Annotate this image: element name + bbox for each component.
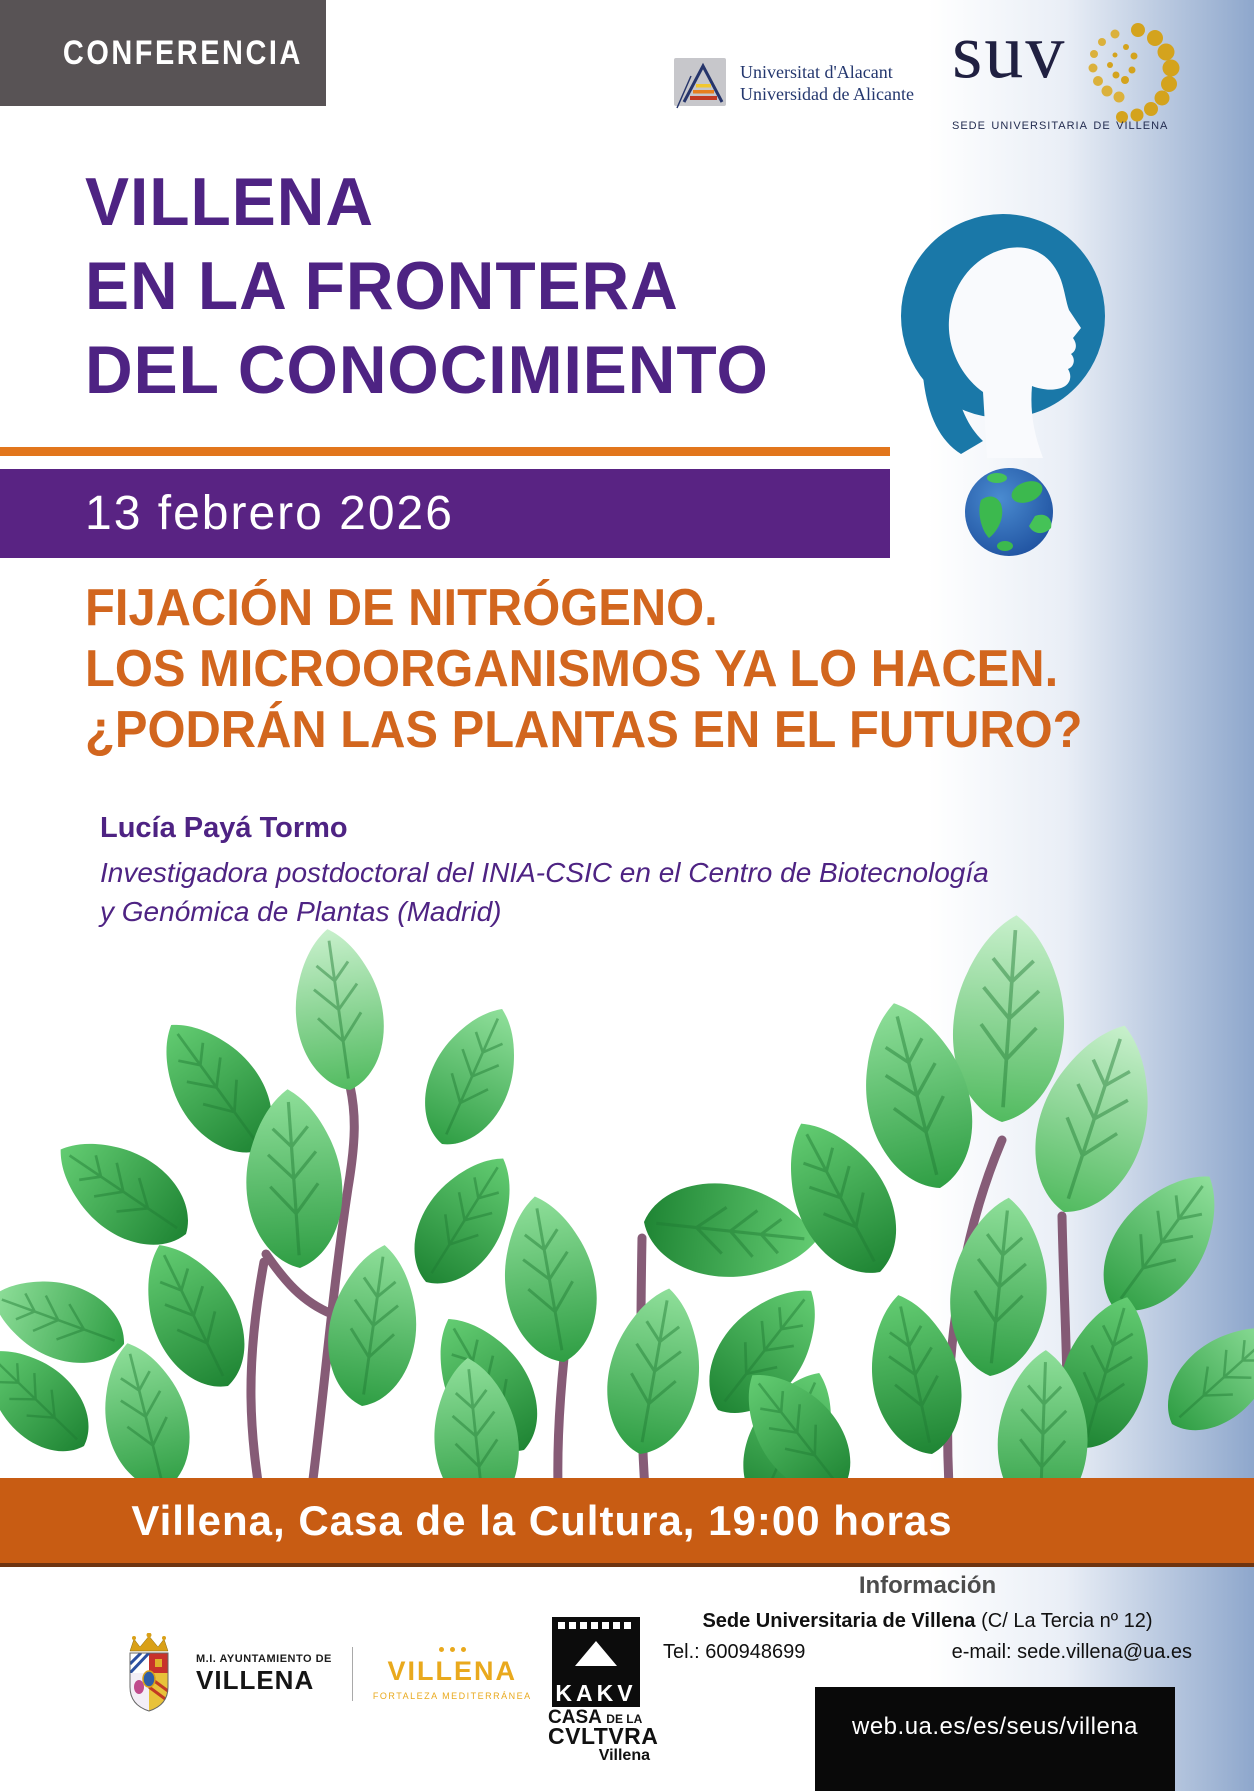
event-type-label: CONFERENCIA xyxy=(62,34,303,72)
orange-divider xyxy=(0,447,890,456)
house-roof-icon xyxy=(575,1641,617,1666)
title-line-1: VILLENA xyxy=(85,164,374,240)
speaker-name: Lucía Payá Tormo xyxy=(100,812,348,844)
talk-title-line-2: LOS MICROORGANISMOS YA LO HACEN. xyxy=(85,640,1059,698)
film-strip-icon xyxy=(552,1617,640,1629)
footer-logos xyxy=(122,1630,532,1718)
speaker-role-line-2: y Genómica de Plantas (Madrid) xyxy=(100,896,502,927)
event-type-banner xyxy=(0,0,326,106)
villena-coat-of-arms-icon xyxy=(122,1633,176,1715)
ayuntamiento-line-1: M.I. AYUNTAMIENTO DE xyxy=(196,1652,332,1665)
suv-logo xyxy=(948,7,1254,142)
universidad-alicante-logo xyxy=(672,56,914,110)
kakv-villena: Villena xyxy=(598,1747,650,1764)
info-venue-name: Sede Universitaria de Villena xyxy=(702,1610,976,1632)
suv-acronym: suv xyxy=(952,7,1067,94)
kakv-casa: CASA xyxy=(548,1707,602,1728)
villena-brand-name: VILLENA xyxy=(387,1656,518,1686)
logo-divider xyxy=(352,1647,353,1701)
info-venue-address: (C/ La Tercia nº 12) xyxy=(975,1610,1153,1632)
event-date: 13 febrero 2026 xyxy=(85,487,454,540)
ua-logo-text xyxy=(740,61,914,105)
info-email: e-mail: sede.villena@ua.es xyxy=(951,1641,1192,1663)
web-url-box xyxy=(815,1687,1175,1791)
globe-icon xyxy=(965,468,1053,556)
suv-dot-spiral-icon xyxy=(1060,20,1210,124)
info-block xyxy=(655,1572,1200,1664)
kakv-cvltvra: CVLTVRA xyxy=(548,1723,659,1749)
kakv-logo xyxy=(552,1617,640,1707)
info-contact-row xyxy=(655,1641,1200,1664)
ua-name-spanish: Universidad de Alicante xyxy=(740,84,914,104)
question-mark-head-icon xyxy=(885,200,1135,565)
poster-title xyxy=(85,160,861,412)
villena-brand-tagline: FORTALEZA MEDITERRÁNEA xyxy=(372,1691,532,1701)
ayuntamiento-line-2: VILLENA xyxy=(196,1664,315,1695)
ua-name-catalan: Universitat d'Alacant xyxy=(740,62,893,82)
title-line-3: DEL CONOCIMIENTO xyxy=(85,332,769,408)
speaker-role-line-1: Investigadora postdoctoral del INIA-CSIC en el Centro de Biotecnología xyxy=(100,857,989,888)
title-line-2: EN LA FRONTERA xyxy=(85,248,679,324)
kakv-acronym: KAKV xyxy=(555,1680,637,1706)
info-address xyxy=(655,1610,1200,1633)
info-heading: Información xyxy=(858,1572,997,1599)
talk-title-line-1: FIJACIÓN DE NITRÓGENO. xyxy=(85,579,718,637)
kakv-de-la: DE LA xyxy=(606,1712,643,1726)
venue-text: Villena, Casa de la Cultura, 19:00 horas xyxy=(131,1497,953,1544)
villena-brand-logo xyxy=(373,1647,532,1701)
web-url: web.ua.es/es/seus/villena xyxy=(852,1713,1138,1740)
suv-name: sede universitaria de villena xyxy=(952,116,1169,133)
date-band xyxy=(0,469,890,558)
info-phone: Tel.: 600948699 xyxy=(663,1641,806,1663)
ua-triangle-icon xyxy=(672,56,730,110)
mint-plant-image xyxy=(0,878,1254,1478)
venue-band xyxy=(0,1478,1254,1567)
villena-dots-icon xyxy=(373,1647,532,1652)
talk-title xyxy=(85,578,1081,761)
talk-title-line-3: ¿PODRÁN LAS PLANTAS EN EL FUTURO? xyxy=(85,701,1083,759)
ayuntamiento-logo-text xyxy=(196,1653,332,1696)
